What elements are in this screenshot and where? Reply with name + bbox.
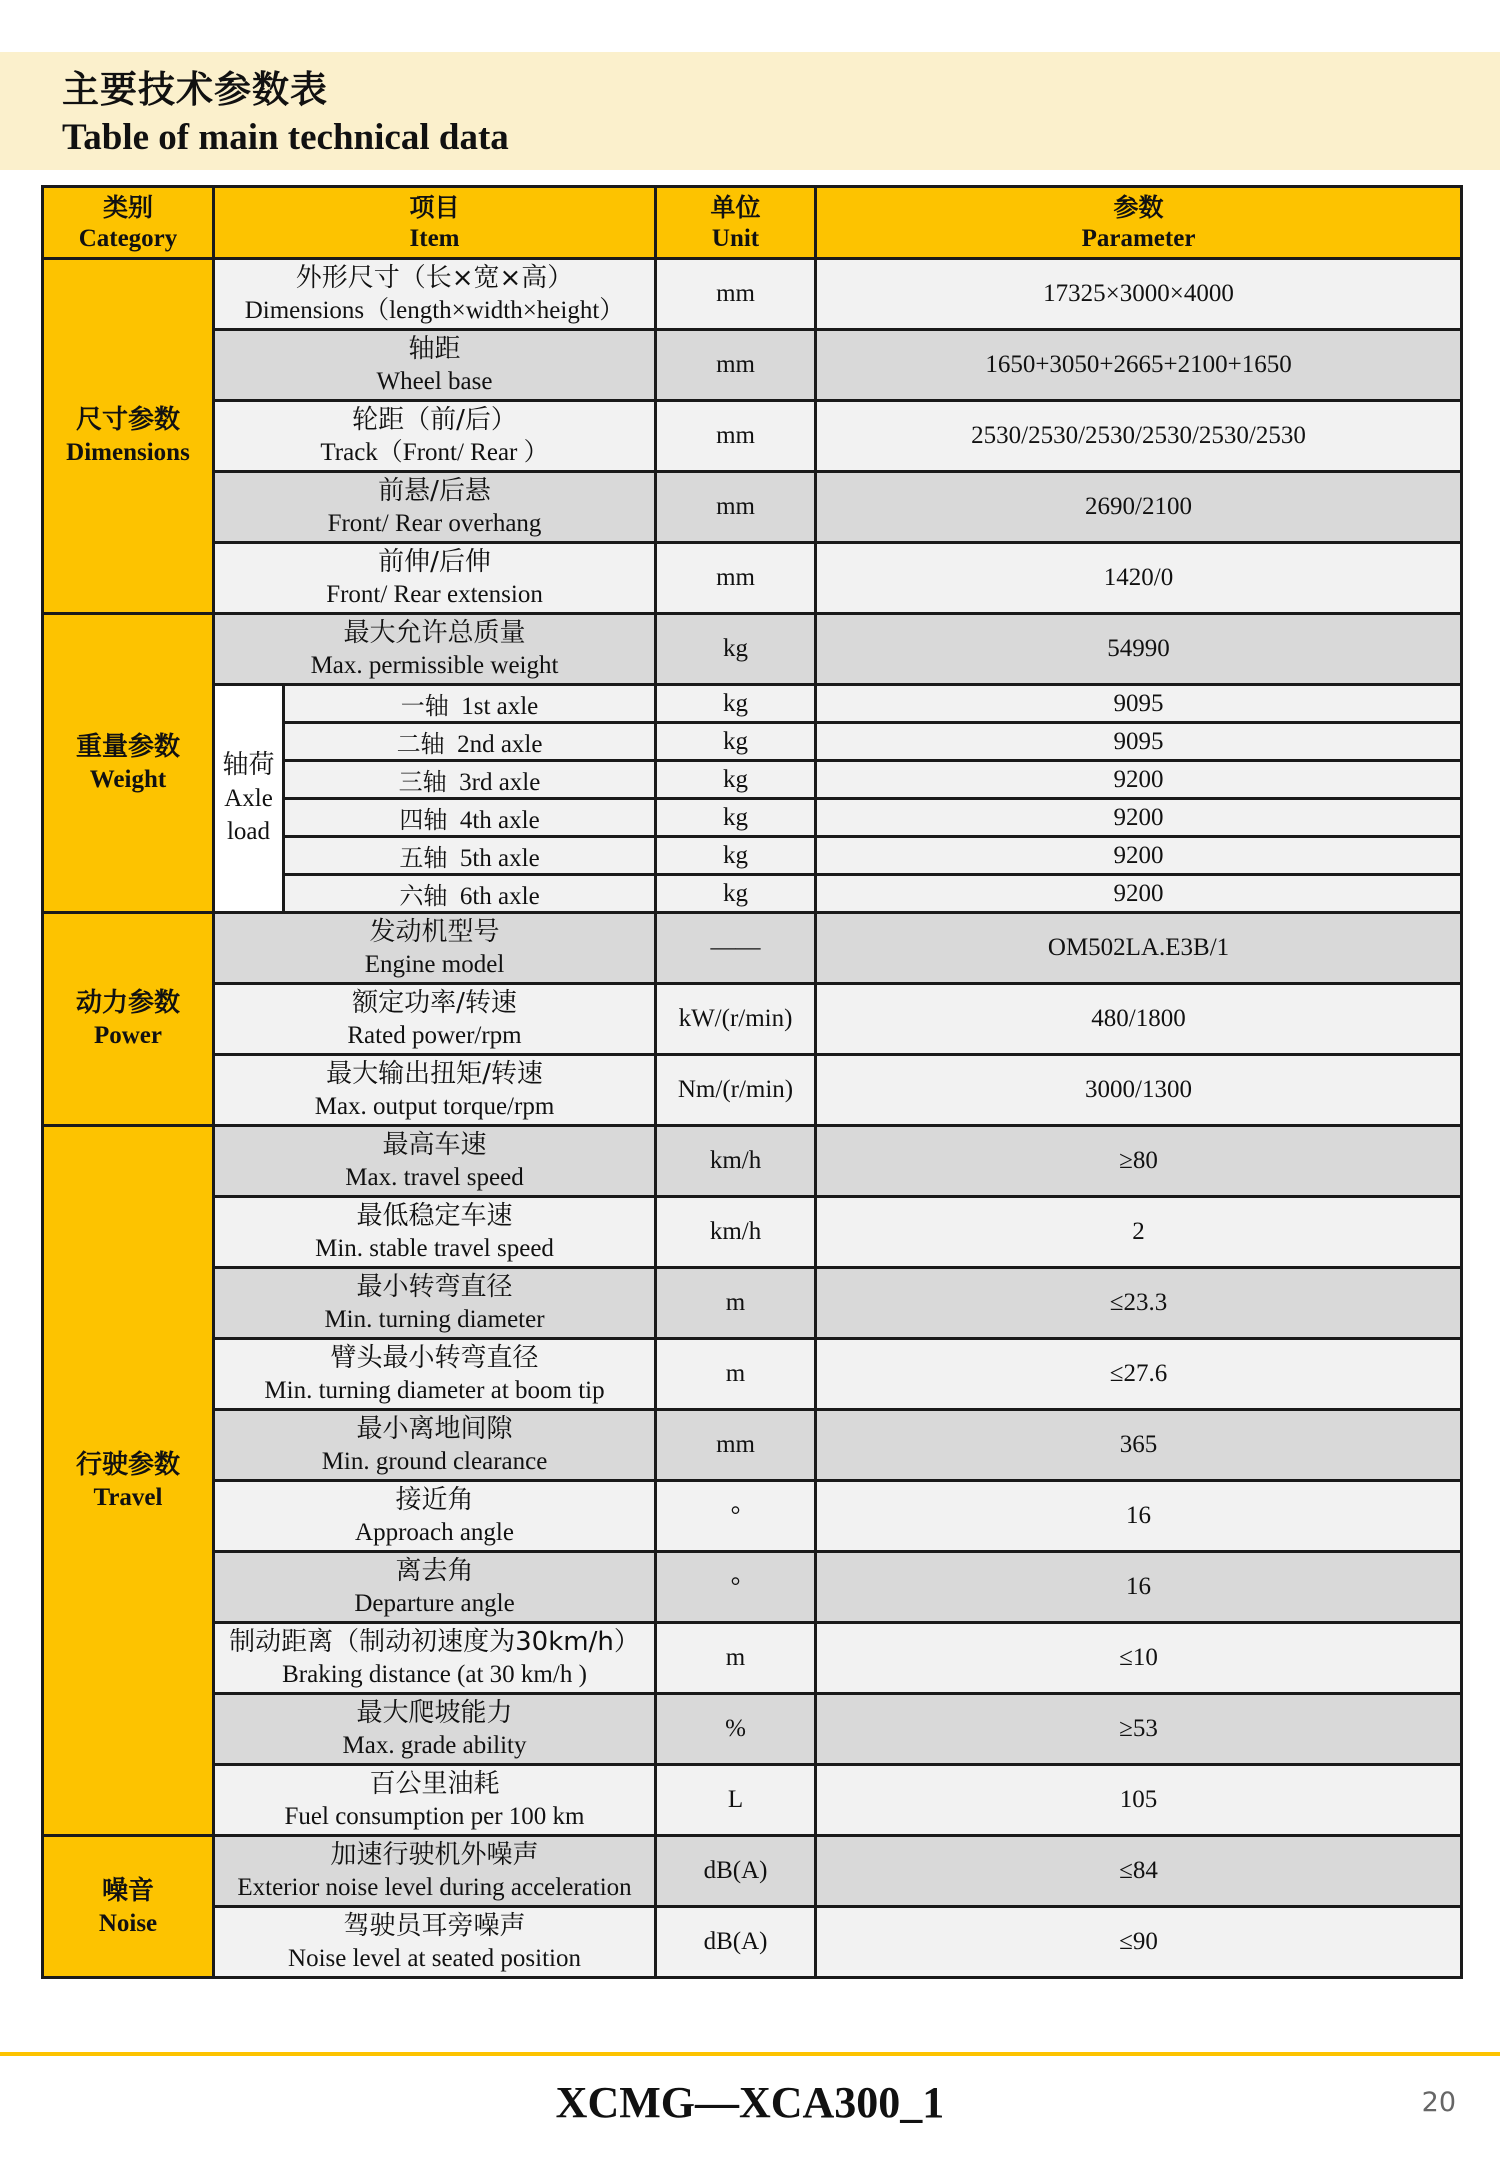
item-cell: 最低稳定车速 Min. stable travel speed [214, 1197, 656, 1268]
footer-divider [0, 2052, 1500, 2056]
unit-cell: kg [656, 723, 816, 761]
value-cell: 480/1800 [816, 984, 1462, 1055]
footer-title: XCMG—XCA300_1 [555, 2078, 945, 2127]
item-cell: 外形尺寸（长×宽×高） Dimensions（length×width×height） [214, 259, 656, 330]
table-row [43, 1836, 1462, 1907]
item-cell: 最大爬坡能力 Max. grade ability [214, 1694, 656, 1765]
unit-cell: Nm/(r/min) [656, 1055, 816, 1126]
table-row [43, 685, 1462, 723]
table-row [43, 1623, 1462, 1694]
table-row [43, 1410, 1462, 1481]
axle-load-label: 轴荷 Axle load [214, 685, 284, 913]
unit-cell: mm [656, 472, 816, 543]
unit-cell: % [656, 1694, 816, 1765]
unit-cell: m [656, 1623, 816, 1694]
item-cell: 最大输出扭矩/转速 Max. output torque/rpm [214, 1055, 656, 1126]
item-cell: 额定功率/转速 Rated power/rpm [214, 984, 656, 1055]
value-cell: 1420/0 [816, 543, 1462, 614]
unit-cell: mm [656, 330, 816, 401]
item-cell: 最高车速 Max. travel speed [214, 1126, 656, 1197]
axle-item-cell: 一轴 1st axle [284, 685, 656, 723]
axle-item-cell: 二轴 2nd axle [284, 723, 656, 761]
item-cell: 前伸/后伸 Front/ Rear extension [214, 543, 656, 614]
item-cell: 臂头最小转弯直径 Min. turning diameter at boom tip [214, 1339, 656, 1410]
value-cell: 54990 [816, 614, 1462, 685]
value-cell: ≥53 [816, 1694, 1462, 1765]
category-weight: 重量参数 Weight [43, 614, 214, 913]
unit-cell: kg [656, 614, 816, 685]
value-cell: ≥80 [816, 1126, 1462, 1197]
table-row [43, 614, 1462, 685]
table-row [43, 543, 1462, 614]
item-cell: 接近角 Approach angle [214, 1481, 656, 1552]
unit-cell: dB(A) [656, 1836, 816, 1907]
value-cell: 9200 [816, 761, 1462, 799]
value-cell: 365 [816, 1410, 1462, 1481]
value-cell: 17325×3000×4000 [816, 259, 1462, 330]
unit-cell: ° [656, 1481, 816, 1552]
table-row [43, 984, 1462, 1055]
axle-item-cell: 三轴 3rd axle [284, 761, 656, 799]
item-cell: 发动机型号 Engine model [214, 913, 656, 984]
axle-item-cell: 六轴 6th axle [284, 875, 656, 913]
unit-cell: L [656, 1765, 816, 1836]
header-parameter: 参数 Parameter [816, 187, 1462, 259]
table-row [43, 401, 1462, 472]
item-cell: 最大允许总质量 Max. permissible weight [214, 614, 656, 685]
value-cell: 9200 [816, 875, 1462, 913]
value-cell: 3000/1300 [816, 1055, 1462, 1126]
value-cell: 105 [816, 1765, 1462, 1836]
value-cell: 9095 [816, 685, 1462, 723]
item-cell: 驾驶员耳旁噪声 Noise level at seated position [214, 1907, 656, 1978]
unit-cell: mm [656, 401, 816, 472]
unit-cell: kg [656, 799, 816, 837]
item-cell: 前悬/后悬 Front/ Rear overhang [214, 472, 656, 543]
unit-cell: dB(A) [656, 1907, 816, 1978]
item-cell: 百公里油耗 Fuel consumption per 100 km [214, 1765, 656, 1836]
table-row [43, 1765, 1462, 1836]
category-noise: 噪音 Noise [43, 1836, 214, 1978]
unit-cell: mm [656, 543, 816, 614]
value-cell: ≤23.3 [816, 1268, 1462, 1339]
item-cell: 加速行驶机外噪声 Exterior noise level during acceleration [214, 1836, 656, 1907]
value-cell: ≤10 [816, 1623, 1462, 1694]
unit-cell: m [656, 1339, 816, 1410]
unit-cell: kg [656, 685, 816, 723]
unit-cell: kg [656, 837, 816, 875]
page-title-en: Table of main technical data [62, 117, 509, 158]
unit-cell: kg [656, 875, 816, 913]
table-header-row [43, 187, 1462, 259]
table-row [43, 330, 1462, 401]
header-item: 项目 Item [214, 187, 656, 259]
unit-cell: ° [656, 1552, 816, 1623]
item-cell: 离去角 Departure angle [214, 1552, 656, 1623]
item-cell: 制动距离（制动初速度为30km/h） Braking distance (at 30 km/h ) [214, 1623, 656, 1694]
category-power: 动力参数 Power [43, 913, 214, 1126]
technical-data-table [41, 185, 1463, 1979]
table-row [43, 1339, 1462, 1410]
table-row [43, 1907, 1462, 1978]
value-cell: 9095 [816, 723, 1462, 761]
axle-item-cell: 四轴 4th axle [284, 799, 656, 837]
unit-cell: km/h [656, 1126, 816, 1197]
axle-item-cell: 五轴 5th axle [284, 837, 656, 875]
item-cell: 最小转弯直径 Min. turning diameter [214, 1268, 656, 1339]
header-category: 类别 Category [43, 187, 214, 259]
unit-cell: kg [656, 761, 816, 799]
value-cell: OM502LA.E3B/1 [816, 913, 1462, 984]
table-row [43, 1552, 1462, 1623]
item-cell: 轴距 Wheel base [214, 330, 656, 401]
table-row [43, 1126, 1462, 1197]
category-dimensions: 尺寸参数 Dimensions [43, 259, 214, 614]
unit-cell: mm [656, 1410, 816, 1481]
item-cell: 最小离地间隙 Min. ground clearance [214, 1410, 656, 1481]
page-title-cn: 主要技术参数表 [62, 68, 328, 111]
table-row [43, 1055, 1462, 1126]
table-row [43, 1481, 1462, 1552]
category-travel: 行驶参数 Travel [43, 1126, 214, 1836]
unit-cell: km/h [656, 1197, 816, 1268]
table-row [43, 472, 1462, 543]
value-cell: 2 [816, 1197, 1462, 1268]
value-cell: ≤84 [816, 1836, 1462, 1907]
unit-cell: kW/(r/min) [656, 984, 816, 1055]
page-number: 20 [1421, 2087, 1456, 2118]
unit-cell: mm [656, 259, 816, 330]
value-cell: ≤90 [816, 1907, 1462, 1978]
value-cell: 9200 [816, 837, 1462, 875]
value-cell: 16 [816, 1552, 1462, 1623]
table-row [43, 1694, 1462, 1765]
item-cell: 轮距（前/后） Track（Front/ Rear ） [214, 401, 656, 472]
value-cell: ≤27.6 [816, 1339, 1462, 1410]
table-row [43, 1197, 1462, 1268]
value-cell: 16 [816, 1481, 1462, 1552]
unit-cell: m [656, 1268, 816, 1339]
unit-cell: —— [656, 913, 816, 984]
value-cell: 1650+3050+2665+2100+1650 [816, 330, 1462, 401]
table-row [43, 1268, 1462, 1339]
value-cell: 2530/2530/2530/2530/2530/2530 [816, 401, 1462, 472]
value-cell: 9200 [816, 799, 1462, 837]
table-row [43, 259, 1462, 330]
table-row [43, 913, 1462, 984]
header-unit: 单位 Unit [656, 187, 816, 259]
value-cell: 2690/2100 [816, 472, 1462, 543]
